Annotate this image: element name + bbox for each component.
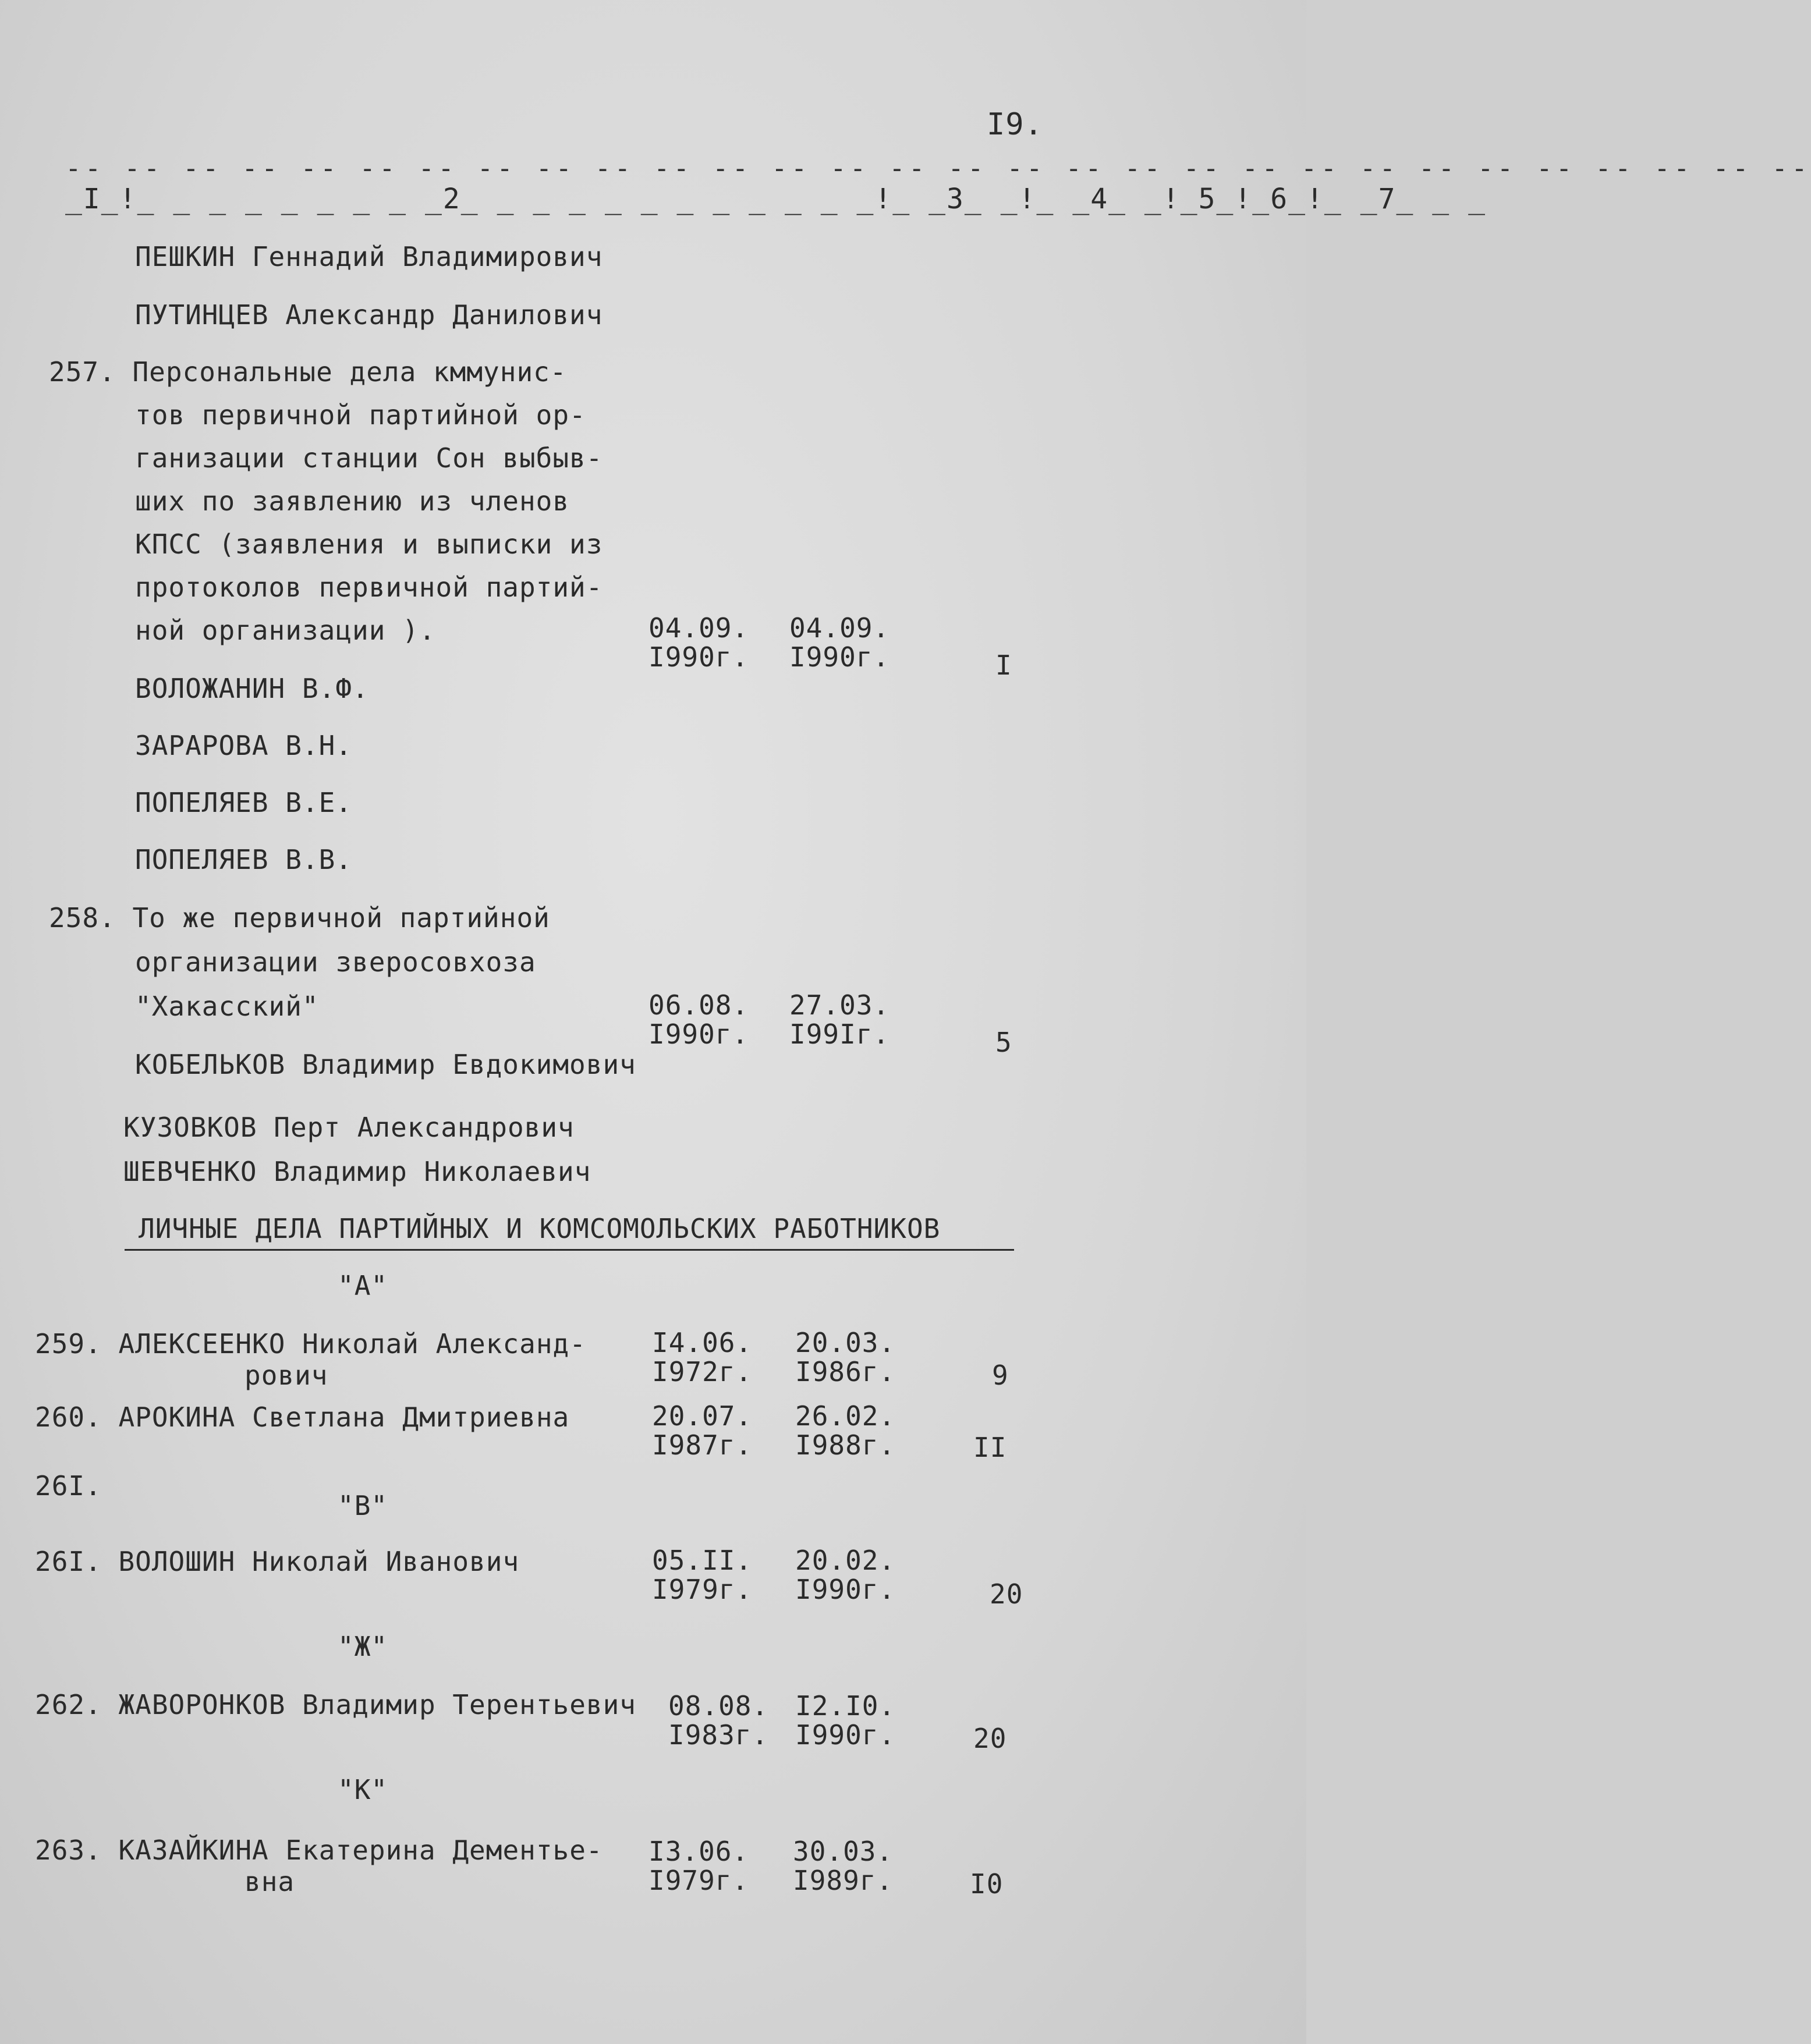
start-date: 08.08. <box>668 1690 769 1722</box>
name-line: ПОПЕЛЯЕВ В.Е. <box>135 787 353 818</box>
end-year: I990г. <box>795 1719 896 1751</box>
entry-text: 257. Персональные дела кммунис- <box>49 356 567 388</box>
start-year: I990г. <box>648 1019 749 1050</box>
sheet-count: 5 <box>995 1027 1012 1058</box>
name-line: ЗАРАРОВА В.Н. <box>135 730 353 761</box>
start-date: 04.09. <box>648 612 749 644</box>
start-date: 05.II. <box>652 1545 753 1576</box>
entry-text: 262. ЖАВОРОНКОВ Владимир Терентьевич <box>35 1689 636 1720</box>
entry-text: 263. КАЗАЙКИНА Екатерина Дементье- <box>35 1834 603 1866</box>
end-year: I986г. <box>795 1356 896 1387</box>
end-date: I2.I0. <box>795 1690 896 1722</box>
name-line: КОБЕЛЬКОВ Владимир Евдокимович <box>135 1049 636 1080</box>
end-year: I990г. <box>795 1574 896 1605</box>
start-date: 06.08. <box>648 989 749 1021</box>
entry-text: тов первичной партийной ор- <box>135 399 586 431</box>
sheet-count: 20 <box>973 1723 1007 1754</box>
entry-text: КПСС (заявления и выписки из <box>135 528 603 560</box>
entry-text: 26I. <box>35 1470 102 1502</box>
start-date: I3.06. <box>648 1836 749 1867</box>
letter-heading: "А" <box>338 1270 388 1301</box>
entry-text: рович <box>244 1360 328 1391</box>
sheet-count: II <box>973 1432 1007 1463</box>
start-year: I983г. <box>668 1719 769 1751</box>
entry-text: протоколов первичной партий- <box>135 572 603 603</box>
name-line: ПЕШКИН Геннадий Владимирович <box>135 241 603 272</box>
start-date: 20.07. <box>652 1400 753 1432</box>
entry-text: ших по заявлению из членов <box>135 485 570 517</box>
name-line: ШЕВЧЕНКО Владимир Николаевич <box>123 1156 591 1187</box>
page-number: I9. <box>987 107 1043 142</box>
end-date: 20.03. <box>795 1327 896 1358</box>
sheet-count: 9 <box>992 1360 1009 1391</box>
start-date: I4.06. <box>652 1327 753 1358</box>
start-year: I979г. <box>652 1574 753 1605</box>
name-line: ВОЛОЖАНИН В.Ф. <box>135 673 369 704</box>
end-date: 26.02. <box>795 1400 896 1432</box>
header-dash-line: -- -- -- -- -- -- -- -- -- -- -- -- -- -- -- -- -- -- -- -- -- -- -- -- -- -- -- -- -- -- <box>65 152 1811 184</box>
column-header: _I_!_ _ _ _ _ _ _ _ _2_ _ _ _ _ _ _ _ _ _ _ _!_ _3_ _!_ _4_ _!_5_!_6_!_ _7_ _ _ <box>65 183 1486 215</box>
sheet-count: 20 <box>990 1578 1023 1610</box>
start-year: I979г. <box>648 1865 749 1896</box>
end-date: 27.03. <box>789 989 890 1021</box>
letter-heading: "К" <box>338 1774 388 1805</box>
letter-heading: "Ж" <box>338 1631 388 1662</box>
sheet-count: I0 <box>970 1868 1004 1900</box>
entry-text: 260. АРОКИНА Светлана Дмитриевна <box>35 1401 570 1433</box>
section-heading: ЛИЧНЫЕ ДЕЛА ПАРТИЙНЫХ И КОМСОМОЛЬСКИХ РАБОТНИКОВ <box>139 1213 941 1244</box>
end-year: I99Iг. <box>789 1019 890 1050</box>
entry-text: 258. То же первичной партийной <box>49 902 550 934</box>
end-date: 20.02. <box>795 1545 896 1576</box>
entry-text: 259. АЛЕКСЕЕНКО Николай Александ- <box>35 1328 586 1360</box>
start-year: I972г. <box>652 1356 753 1387</box>
entry-text: ганизации станции Сон выбыв- <box>135 442 603 474</box>
name-line: ПУТИНЦЕВ Александр Данилович <box>135 299 603 331</box>
start-year: I990г. <box>648 641 749 673</box>
sheet-count: I <box>995 650 1012 681</box>
end-year: I988г. <box>795 1429 896 1461</box>
end-date: 04.09. <box>789 612 890 644</box>
entry-text: вна <box>244 1866 295 1897</box>
start-year: I987г. <box>652 1429 753 1461</box>
letter-heading: "В" <box>338 1490 388 1521</box>
entry-text: "Хакасский" <box>135 991 319 1022</box>
entry-text: 26I. ВОЛОШИН Николай Иванович <box>35 1546 520 1577</box>
end-year: I989г. <box>793 1865 894 1896</box>
entry-text: организации зверосовхоза <box>135 946 536 978</box>
end-year: I990г. <box>789 641 890 673</box>
entry-text: ной организации ). <box>135 615 436 646</box>
name-line: ПОПЕЛЯЕВ В.В. <box>135 844 353 875</box>
name-line: КУЗОВКОВ Перт Александрович <box>123 1112 575 1143</box>
section-underline <box>125 1249 1014 1251</box>
end-date: 30.03. <box>793 1836 894 1867</box>
